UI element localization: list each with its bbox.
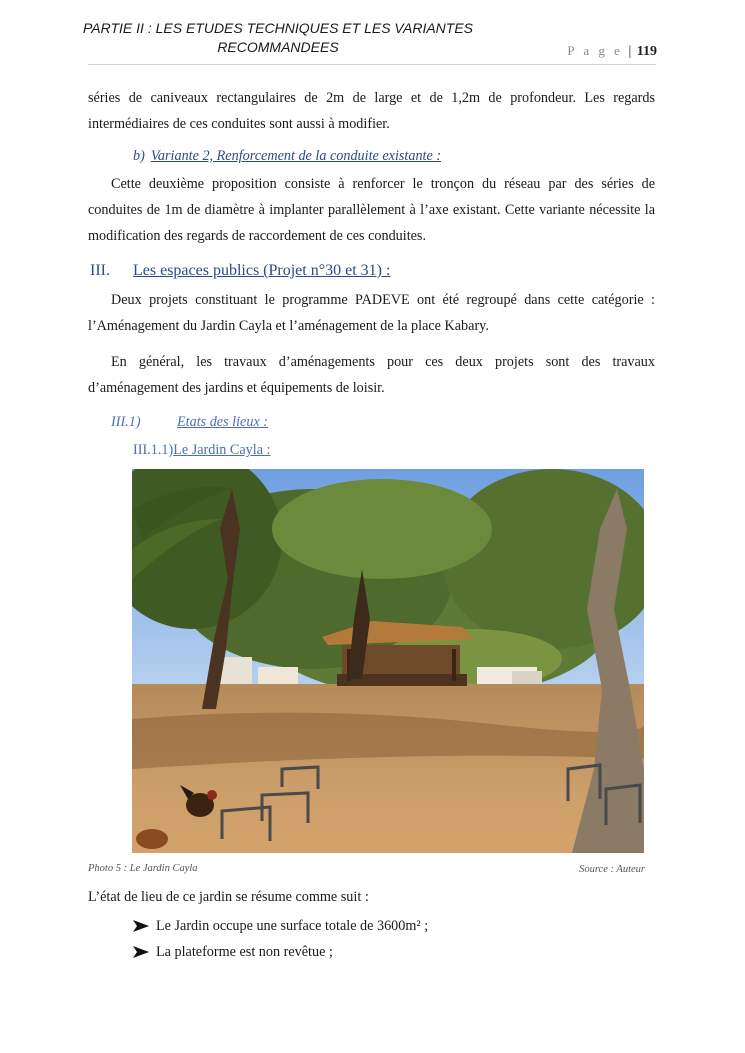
section-heading-espaces-publics — [90, 262, 390, 280]
running-header-title — [58, 19, 498, 57]
page-number-label — [567, 43, 657, 60]
paragraph-etat-des-lieux: L’état de lieu de ce jardin se résume comme suit : — [88, 889, 369, 905]
arrow-bullet-icon — [133, 920, 149, 932]
arrow-bullet-icon — [133, 946, 149, 958]
bullet-list — [133, 913, 428, 965]
page-separator: | — [628, 44, 632, 59]
list-item — [133, 913, 428, 939]
photo-jardin-cayla — [132, 469, 644, 853]
subheading-marker: b) — [133, 148, 145, 164]
header-title-line2: RECOMMANDEES — [217, 39, 339, 55]
paragraph-variante-2: Cette deuxième proposition consiste à renforcer le tronçon du réseau par des séries de conduites de 1m de diamètre à implanter parallèlement à l’axe existant. Cette variante nécessite la modification des regards de raccordement de ces conduites. — [88, 176, 655, 244]
header-divider — [88, 64, 656, 65]
subheading-text: Le Jardin Cayla : — [173, 442, 271, 458]
paragraph-travaux: En général, les travaux d’aménagements pour ces deux projets sont des travaux d’aménagement des jardins et équipements de loisir. — [88, 354, 655, 396]
subheading-jardin-cayla — [133, 442, 271, 459]
page-word: P a g e — [567, 43, 623, 58]
paragraph-caniveaux: séries de caniveaux rectangulaires de 2m de large et de 1,2m de profondeur. Les regards intermédiaires de ces conduites sont aussi à modifier. — [88, 90, 655, 132]
subheading-number: III.1.1) — [133, 442, 174, 458]
subheading-number: III.1) — [111, 414, 141, 430]
subheading-variante-2 — [133, 148, 441, 165]
list-item-text: Le Jardin occupe une surface totale de 3600m² ; — [156, 918, 429, 934]
section-number: III. — [90, 262, 110, 279]
section-title: Les espaces publics (Projet n°30 et 31) : — [133, 262, 391, 279]
header-title-line1: PARTIE II : LES ETUDES TECHNIQUES ET LES VARIANTES — [82, 20, 474, 36]
subheading-text: Etats des lieux : — [177, 414, 269, 430]
list-item-text: La plateforme est non revêtue ; — [156, 944, 333, 960]
list-item — [133, 939, 428, 965]
photo-caption: Photo 5 : Le Jardin Cayla — [88, 863, 198, 874]
paragraph-padeve: Deux projets constituant le programme PADEVE ont été regroupé dans cette catégorie : l’Aménagement du Jardin Cayla et l’aménagement de la place Kabary. — [88, 292, 655, 334]
subheading-etats-des-lieux — [111, 414, 268, 431]
photo-source: Source : Auteur — [579, 864, 645, 875]
subheading-text: Variante 2, Renforcement de la conduite existante : — [150, 148, 442, 164]
page-number: 119 — [636, 44, 657, 59]
